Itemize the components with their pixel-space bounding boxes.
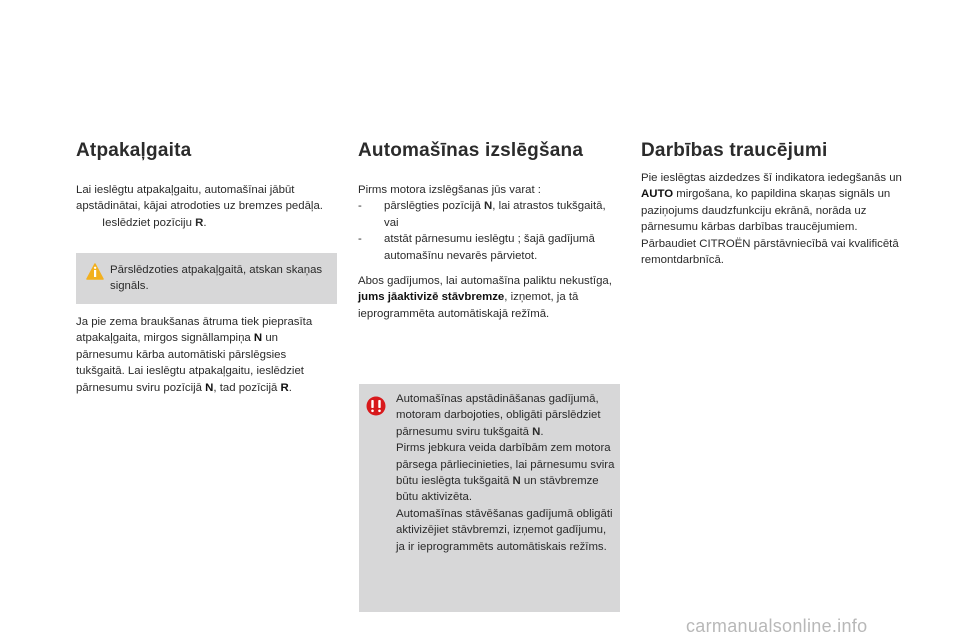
info-text: Pārslēdzoties atpakaļgaitā, atskan skaņas signāls. xyxy=(110,264,323,293)
dash-glyph: - xyxy=(358,200,362,213)
text-bold: N xyxy=(512,475,521,488)
text-bold: jums jāaktivizē stāvbremze xyxy=(358,291,505,304)
text-bold: N xyxy=(205,381,214,394)
text-part: , izņemot, ja tā ieprogrammēta automātiskajā režīmā. xyxy=(358,291,579,320)
text-part: mirgošana, ko papildina skaņas signāls un paziņojums daudzfunkciju ekrānā, norāda uz pārnesumu kārbas darbības traucējumiem. xyxy=(641,188,891,234)
warning-text xyxy=(396,391,616,555)
text-part: Ja pie zema braukšanas ātruma tiek pieprasīta atpakaļgaita, mirgos signāllampiņa xyxy=(76,316,313,345)
paragraph: Pirms motora izslēgšanas jūs varat : xyxy=(358,184,541,196)
warning-icon xyxy=(366,396,386,421)
bullet-text-part: Ieslēdziet pozīciju xyxy=(102,216,196,229)
warning-box xyxy=(359,384,620,612)
section-title: Darbības traucējumi xyxy=(641,140,828,161)
text-part: un pārnesumu kārba automātiski pārslēgsies tukšgaitā. Lai ieslēgtu atpakaļgaitu, ieslēdziet pārnesumu sviru pozīcijā xyxy=(76,332,304,394)
reverse-gear-details xyxy=(76,314,338,396)
list-item xyxy=(358,231,620,264)
bullet-text-part: . xyxy=(203,216,207,229)
text-part: . xyxy=(288,381,292,394)
paragraph: Pārbaudiet CITROËN pārstāvniecībā vai kvalificētā remontdarbnīcā. xyxy=(641,237,899,267)
section-malfunctions xyxy=(641,140,903,268)
warning-line xyxy=(396,391,616,440)
text-part: Abos gadījumos, lai automašīna paliktu nekustīga, xyxy=(358,275,612,288)
text-part: . xyxy=(540,425,544,438)
info-icon xyxy=(86,263,104,286)
text-bold: N xyxy=(253,332,263,345)
paragraph xyxy=(76,314,338,396)
list-item-text xyxy=(384,198,606,231)
bullet-text-bold: R xyxy=(195,216,204,229)
bullet-item xyxy=(76,215,338,231)
section-title: Automašīnas izslēgšana xyxy=(358,140,584,161)
text-part: pārslēgties pozīcijā xyxy=(384,200,485,213)
section-vehicle-shutdown xyxy=(358,140,620,322)
text-bold: N xyxy=(484,200,493,213)
text-bold: N xyxy=(532,425,541,438)
section-title: Atpakaļgaita xyxy=(76,140,192,161)
text-part: Pie ieslēgtas aizdedzes šī indikatora iedegšanās un xyxy=(641,172,902,184)
bullet-glyph xyxy=(76,215,102,231)
bullet-text xyxy=(102,215,206,231)
text-part: vai xyxy=(384,216,399,229)
text-bold: AUTO xyxy=(641,188,674,201)
list-item-text: atstāt pārnesumu ieslēgtu ; šajā gadījumā automašīnu nevarēs pārvietot. xyxy=(384,233,595,262)
warning-line xyxy=(396,440,616,506)
paragraph xyxy=(641,170,903,236)
info-box xyxy=(76,253,337,304)
list-item xyxy=(358,198,620,231)
paragraph: Lai ieslēgtu atpakaļgaitu, automašīnai jābūt apstādinātai, kājai atrodoties uz bremzes pedāļa. xyxy=(76,184,323,213)
paragraph xyxy=(358,273,620,322)
section-reverse-gear xyxy=(76,140,338,231)
text-part: , tad pozīcijā xyxy=(213,381,281,394)
warning-line: Automašīnas stāvēšanas gadījumā obligāti aktivizējiet stāvbremzi, izņemot gadījumu, ja ir ieprogrammēts automātiskais režīms. xyxy=(396,507,613,553)
text-part: Automašīnas apstādināšanas gadījumā, motoram darbojoties, obligāti pārslēdziet pārnesumu sviru tukšgaitā xyxy=(396,393,601,438)
dash-glyph: - xyxy=(358,233,362,246)
text-part: , lai atrastos tukšgaitā, xyxy=(492,200,606,213)
watermark: carmanualsonline.info xyxy=(686,616,868,636)
text-bold: R xyxy=(280,381,289,394)
text-part: Pirms jebkura veida darbībām zem motora pārsega pārliecinieties, lai pārnesumu svira būtu ieslēgta tukšgaitā xyxy=(396,442,615,488)
text-part: un stāvbremze būtu aktivizēta. xyxy=(396,475,599,504)
